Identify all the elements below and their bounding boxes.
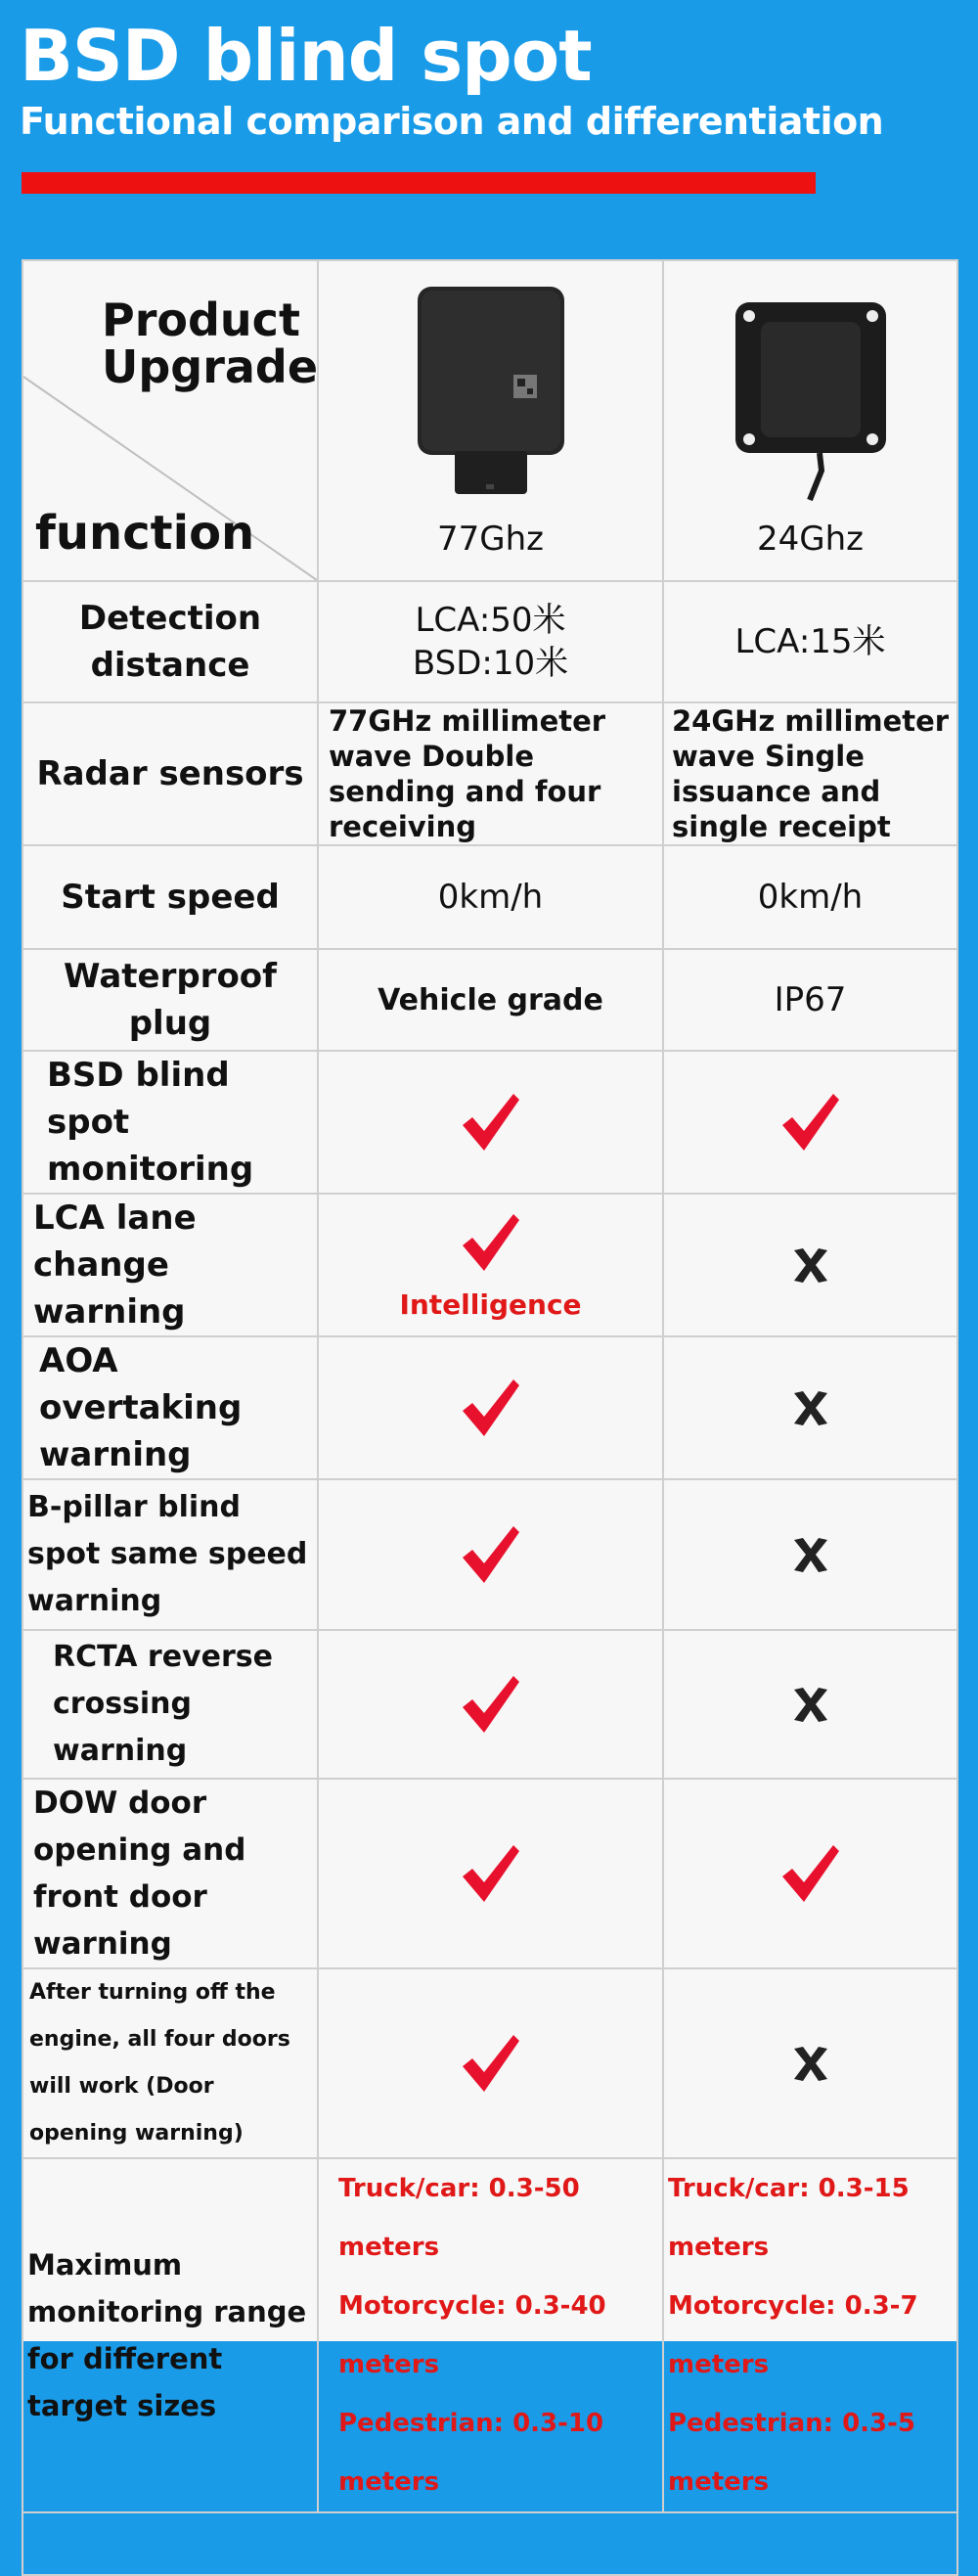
check-icon	[778, 1841, 843, 1906]
intelligence-note: Intelligence	[399, 1288, 582, 1321]
table-row	[22, 1479, 957, 1630]
77ghz-radar-sensor-image	[408, 279, 574, 504]
product-24ghz-label: 24Ghz	[756, 520, 864, 559]
table-row	[22, 1779, 957, 1968]
product-77ghz-cell	[318, 260, 663, 581]
row-label: Detection distance	[22, 581, 318, 702]
row-value-77ghz	[318, 1051, 663, 1194]
range-item: Truck/car: 0.3-15 meters	[668, 2174, 910, 2262]
table-footer-row	[22, 2512, 957, 2575]
row-value-77ghz	[318, 1479, 663, 1630]
function-label: function	[35, 506, 255, 561]
check-icon	[459, 1210, 523, 1275]
row-value-77ghz	[318, 1968, 663, 2158]
range-item: Pedestrian: 0.3-5 meters	[668, 2409, 916, 2497]
cross-icon	[791, 1535, 830, 1574]
row-label: LCA lane change warning	[22, 1194, 318, 1336]
row-value-24ghz	[663, 1336, 957, 1479]
check-icon	[459, 1522, 523, 1587]
table-row	[22, 1968, 957, 2158]
range-values-24ghz	[663, 2158, 957, 2512]
row-value-77ghz	[318, 1194, 663, 1336]
row-value-77ghz: 0km/h	[318, 845, 663, 949]
cross-icon	[791, 1245, 830, 1285]
table-row	[22, 949, 957, 1051]
row-label: B-pillar blind spot same speed warning	[22, 1479, 318, 1630]
check-icon	[778, 1090, 843, 1154]
range-item: Pedestrian: 0.3-10 meters	[338, 2409, 604, 2497]
row-value-77ghz: Vehicle grade	[318, 949, 663, 1051]
cross-icon	[791, 1388, 830, 1427]
row-label: RCTA reverse crossing warning	[22, 1630, 318, 1779]
product-upgrade-label: Product Upgrade	[102, 294, 319, 393]
table-row	[22, 1630, 957, 1779]
row-value-24ghz: IP67	[663, 949, 957, 1051]
row-value-77ghz	[318, 1630, 663, 1779]
table-row	[22, 1336, 957, 1479]
range-item: Motorcycle: 0.3-40 meters	[338, 2291, 606, 2379]
range-item: Truck/car: 0.3-50 meters	[338, 2174, 580, 2262]
row-value-77ghz	[318, 1336, 663, 1479]
table-header-row	[22, 260, 957, 581]
empty-footer-cell	[22, 2512, 957, 2575]
check-icon	[459, 2031, 523, 2096]
range-values-77ghz	[318, 2158, 663, 2512]
row-value-24ghz	[663, 1779, 957, 1968]
page-subtitle: Functional comparison and differentiation	[20, 100, 884, 143]
row-label: Waterproof plug	[22, 949, 318, 1051]
row-value-77ghz: 77GHz millimeter wave Double sending and four receiving	[318, 702, 663, 845]
row-label: Start speed	[22, 845, 318, 949]
check-icon	[459, 1841, 523, 1906]
row-label: Radar sensors	[22, 702, 318, 845]
row-value-77ghz	[318, 1779, 663, 1968]
24ghz-radar-sensor-image	[728, 279, 894, 504]
table-row	[22, 581, 957, 702]
row-label: BSD blind spot monitoring	[22, 1051, 318, 1194]
row-label: DOW door opening and front door warning	[22, 1779, 318, 1968]
row-value-24ghz	[663, 1968, 957, 2158]
table-row	[22, 2158, 957, 2512]
comparison-table	[22, 259, 956, 2497]
row-value-24ghz	[663, 1194, 957, 1336]
corner-header-cell	[22, 260, 318, 581]
accent-bar	[22, 172, 816, 194]
row-label: Maximum monitoring range for different target sizes	[22, 2158, 318, 2512]
table-row	[22, 1051, 957, 1194]
row-value-24ghz	[663, 1630, 957, 1779]
table-row	[22, 702, 957, 845]
cross-icon	[791, 1685, 830, 1724]
row-value-24ghz	[663, 1051, 957, 1194]
product-24ghz-cell	[663, 260, 957, 581]
row-value-24ghz: 0km/h	[663, 845, 957, 949]
range-item: Motorcycle: 0.3-7 meters	[668, 2291, 918, 2379]
row-value-24ghz: 24GHz millimeter wave Single issuance and single receipt	[663, 702, 957, 845]
row-value-77ghz: LCA:50米 BSD:10米	[318, 581, 663, 702]
page-title: BSD blind spot	[20, 15, 592, 97]
row-label: AOA overtaking warning	[22, 1336, 318, 1479]
cross-icon	[791, 2044, 830, 2083]
row-value-24ghz: LCA:15米	[663, 581, 957, 702]
check-icon	[459, 1672, 523, 1737]
row-value-24ghz	[663, 1479, 957, 1630]
table-row	[22, 1194, 957, 1336]
check-icon	[459, 1090, 523, 1154]
table-row	[22, 845, 957, 949]
check-icon	[459, 1376, 523, 1440]
row-label: After turning off the engine, all four doors will work (Door opening warning)	[22, 1968, 318, 2158]
product-77ghz-label: 77Ghz	[436, 520, 544, 559]
